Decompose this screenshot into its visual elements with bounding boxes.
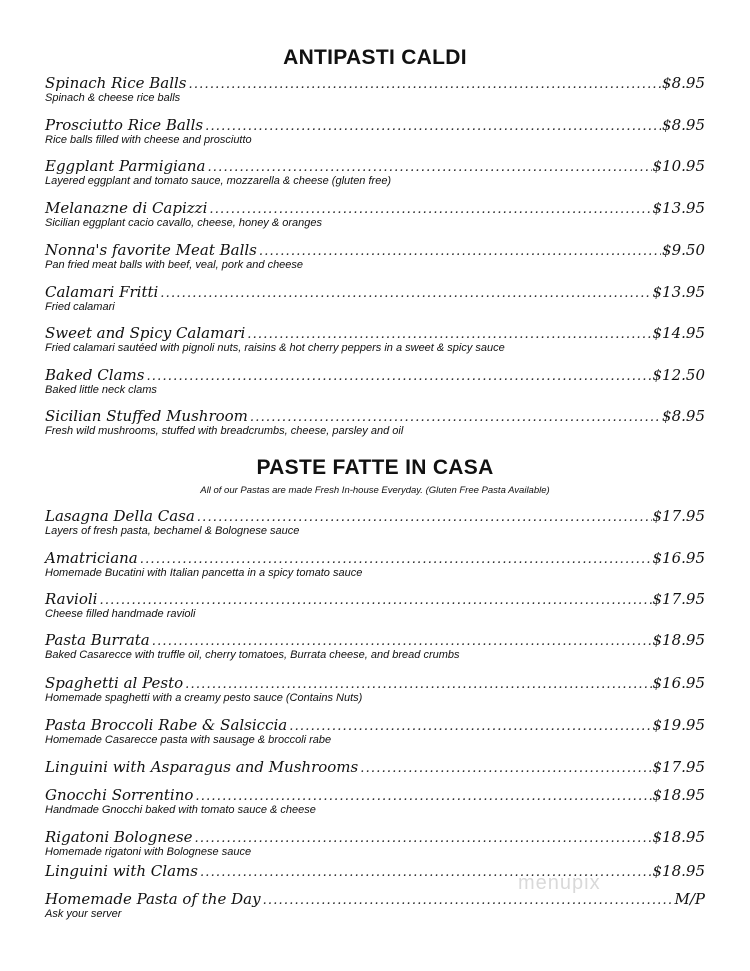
menu-item-name: Melanazne di Capizzi bbox=[45, 199, 208, 217]
menu-item-name: Prosciutto Rice Balls bbox=[45, 116, 204, 134]
menu-item-description: Rice balls filled with cheese and prosciutto bbox=[45, 134, 252, 146]
menu-item-line bbox=[45, 74, 705, 94]
menu-item-name: Linguini with Clams bbox=[45, 862, 198, 880]
dot-leader bbox=[259, 244, 661, 259]
menu-item-line bbox=[45, 241, 705, 261]
dot-leader bbox=[140, 552, 652, 567]
section-title: ANTIPASTI CALDI bbox=[283, 46, 467, 69]
menu-item-line bbox=[45, 407, 705, 427]
menu-item-name: Sweet and Spicy Calamari bbox=[45, 324, 246, 342]
menu-item-description: Fried calamari bbox=[45, 301, 115, 313]
dot-leader bbox=[263, 893, 674, 908]
menu-item-name: Sicilian Stuffed Mushroom bbox=[45, 407, 248, 425]
menu-item-price: $13.95 bbox=[652, 283, 705, 301]
menu-item-description: Baked Casarecce with truffle oil, cherry tomatoes, Burrata cheese, and bread crumbs bbox=[45, 649, 460, 661]
section-title: PASTE FATTE IN CASA bbox=[256, 456, 494, 479]
menu-item-line bbox=[45, 157, 705, 177]
menu-item bbox=[45, 74, 705, 105]
menu-item-description: Cheese filled handmade ravioli bbox=[45, 608, 196, 620]
menu-item-price: $16.95 bbox=[652, 549, 705, 567]
menu-item bbox=[45, 716, 705, 747]
menu-item-name: Lasagna Della Casa bbox=[45, 507, 195, 525]
menu-item-price: $16.95 bbox=[652, 674, 705, 692]
menu-item-line bbox=[45, 590, 705, 610]
menu-item-price: $18.95 bbox=[652, 828, 705, 846]
menu-item-price: $18.95 bbox=[652, 862, 705, 880]
menu-item-name: Ravioli bbox=[45, 590, 98, 608]
menu-item-line bbox=[45, 549, 705, 569]
menu-item bbox=[45, 241, 705, 272]
menu-item-price: $14.95 bbox=[652, 324, 705, 342]
menu-item-name: Amatriciana bbox=[45, 549, 138, 567]
menu-item-description: Homemade spaghetti with a creamy pesto sauce (Contains Nuts) bbox=[45, 692, 363, 704]
menu-item-name: Gnocchi Sorrentino bbox=[45, 786, 194, 804]
menu-item bbox=[45, 116, 705, 147]
menu-item-price: $18.95 bbox=[652, 786, 705, 804]
menu-item-name: Homemade Pasta of the Day bbox=[45, 890, 261, 908]
menu-item-description: Sicilian eggplant cacio cavallo, cheese, honey & oranges bbox=[45, 217, 323, 229]
menu-item bbox=[45, 590, 705, 621]
menu-item-description: Pan fried meat balls with beef, veal, pork and cheese bbox=[45, 259, 304, 271]
menu-item-name: Rigatoni Bolognese bbox=[45, 828, 193, 846]
menu-item-line bbox=[45, 674, 705, 694]
menu-item-price: $8.95 bbox=[662, 116, 705, 134]
menu-item-price: $8.95 bbox=[662, 74, 705, 92]
dot-leader bbox=[99, 593, 651, 608]
dot-leader bbox=[197, 510, 652, 525]
dot-leader bbox=[195, 789, 651, 804]
menu-item-price: $13.95 bbox=[652, 199, 705, 217]
menu-item bbox=[45, 366, 705, 397]
menu-item-name: Spinach Rice Balls bbox=[45, 74, 187, 92]
menu-item-name: Spaghetti al Pesto bbox=[45, 674, 184, 692]
menu-item-name: Eggplant Parmigiana bbox=[45, 157, 206, 175]
menu-item-price: $8.95 bbox=[662, 407, 705, 425]
menu-item-line bbox=[45, 631, 705, 651]
menu-item-description: Homemade Casarecce pasta with sausage & broccoli rabe bbox=[45, 734, 332, 746]
menu-item-name: Baked Clams bbox=[45, 366, 145, 384]
menu-item-description: Homemade rigatoni with Bolognese sauce bbox=[45, 846, 252, 858]
menu-item-description: Handmade Gnocchi baked with tomato sauce & cheese bbox=[45, 804, 316, 816]
menu-item bbox=[45, 283, 705, 314]
menu-item-name: Linguini with Asparagus and Mushrooms bbox=[45, 758, 359, 776]
watermark-logo: menupix bbox=[518, 872, 601, 894]
dot-leader bbox=[209, 202, 651, 217]
menu-item bbox=[45, 786, 705, 817]
menu-item-description: Fried calamari sautéed with pignoli nuts, raisins & hot cherry peppers in a sweet & spicy sauce bbox=[45, 342, 505, 354]
dot-leader bbox=[289, 719, 651, 734]
menu-item-description: Homemade Bucatini with Italian pancetta in a spicy tomato sauce bbox=[45, 567, 363, 579]
menu-item bbox=[45, 407, 705, 438]
menu-item bbox=[45, 507, 705, 538]
menu-item bbox=[45, 549, 705, 580]
dot-leader bbox=[189, 77, 662, 92]
menu-item-description: Fresh wild mushrooms, stuffed with breadcrumbs, cheese, parsley and oil bbox=[45, 425, 404, 437]
dot-leader bbox=[160, 286, 651, 301]
menu-item-line bbox=[45, 758, 705, 778]
menu-item bbox=[45, 324, 705, 355]
menu-item-price: $9.50 bbox=[662, 241, 705, 259]
menu-item bbox=[45, 199, 705, 230]
menu-item-line bbox=[45, 366, 705, 386]
menu-item-description: Spinach & cheese rice balls bbox=[45, 92, 181, 104]
menu-item-line bbox=[45, 862, 705, 882]
menu-item bbox=[45, 631, 705, 662]
menu-item-description: Baked little neck clams bbox=[45, 384, 157, 396]
menu-item-price: $12.50 bbox=[652, 366, 705, 384]
menu-item-line bbox=[45, 116, 705, 136]
dot-leader bbox=[146, 369, 651, 384]
menu-item bbox=[45, 157, 705, 188]
menu-item-price: $10.95 bbox=[652, 157, 705, 175]
menu-item-price: $17.95 bbox=[652, 590, 705, 608]
menu-item-price: $17.95 bbox=[652, 758, 705, 776]
dot-leader bbox=[207, 160, 651, 175]
section-note: All of our Pastas are made Fresh In-house Everyday. (Gluten Free Pasta Available) bbox=[200, 485, 550, 496]
menu-item bbox=[45, 674, 705, 705]
menu-item-name: Pasta Broccoli Rabe & Salsiccia bbox=[45, 716, 288, 734]
menu-item-line bbox=[45, 828, 705, 848]
dot-leader bbox=[200, 865, 652, 880]
menu-item bbox=[45, 758, 705, 778]
menu-item-name: Calamari Fritti bbox=[45, 283, 159, 301]
menu-item-price: $18.95 bbox=[652, 631, 705, 649]
menu-item bbox=[45, 862, 705, 882]
dot-leader bbox=[195, 831, 652, 846]
menu-item-price: M/P bbox=[674, 890, 705, 908]
menu-item-description: Layers of fresh pasta, bechamel & Bolognese sauce bbox=[45, 525, 300, 537]
menu-item-line bbox=[45, 507, 705, 527]
dot-leader bbox=[360, 761, 651, 776]
menu-item-line bbox=[45, 890, 705, 910]
menu-item-price: $19.95 bbox=[652, 716, 705, 734]
dot-leader bbox=[247, 327, 651, 342]
dot-leader bbox=[185, 677, 651, 692]
menu-item-price: $17.95 bbox=[652, 507, 705, 525]
dot-leader bbox=[250, 410, 661, 425]
menu-item-description: Layered eggplant and tomato sauce, mozzarella & cheese (gluten free) bbox=[45, 175, 392, 187]
menu-item-line bbox=[45, 716, 705, 736]
menu-item-line bbox=[45, 199, 705, 219]
menu-item-line bbox=[45, 786, 705, 806]
menu-item-name: Pasta Burrata bbox=[45, 631, 150, 649]
dot-leader bbox=[205, 119, 661, 134]
menu-item bbox=[45, 828, 705, 859]
menu-item-line bbox=[45, 324, 705, 344]
menu-item bbox=[45, 890, 705, 921]
menu-item-line bbox=[45, 283, 705, 303]
menu-item-name: Nonna's favorite Meat Balls bbox=[45, 241, 257, 259]
dot-leader bbox=[152, 634, 652, 649]
menu-item-description: Ask your server bbox=[45, 908, 122, 920]
